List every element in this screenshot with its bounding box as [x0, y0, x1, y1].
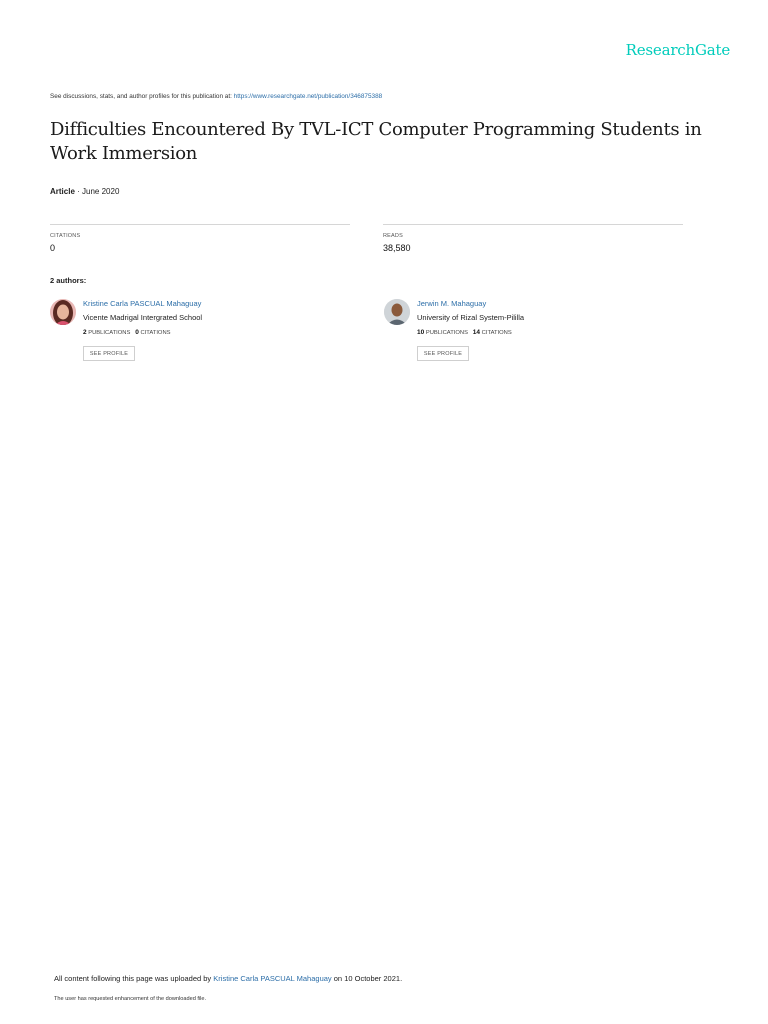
author-card	[50, 298, 350, 368]
see-profile-button[interactable]: SEE PROFILE	[417, 346, 469, 361]
avatar[interactable]	[50, 299, 76, 325]
publication-link-line	[50, 93, 382, 100]
author-name-link[interactable]: Kristine Carla PASCUAL Mahaguay	[83, 299, 202, 308]
author-photo-icon	[384, 299, 410, 325]
author-institution: Vicente Madrigal Intergrated School	[83, 313, 203, 322]
citations-label: CITATIONS	[481, 330, 512, 336]
author-counts	[83, 329, 171, 336]
enhancement-note: The user has requested enhancement of the downloaded file.	[54, 996, 207, 1002]
article-meta	[50, 187, 119, 196]
article-date: · June 2020	[77, 187, 120, 196]
author-card	[384, 298, 684, 368]
publications-label: PUBLICATIONS	[425, 330, 468, 336]
uploader-link[interactable]: Kristine Carla PASCUAL Mahaguay	[213, 974, 332, 983]
citations-label: CITATIONS	[50, 233, 81, 239]
citations-label: CITATIONS	[140, 330, 171, 336]
citations-count: 14	[472, 329, 481, 336]
citations-value: 0	[50, 243, 56, 253]
reads-label: READS	[383, 233, 403, 239]
reads-value: 38,580	[383, 243, 411, 253]
upload-notice	[54, 974, 402, 983]
article-type: Article	[50, 187, 75, 196]
upload-suffix: on 10 October 2021.	[333, 974, 403, 983]
intro-text: See discussions, stats, and author profiles for this publication at:	[50, 93, 232, 100]
see-profile-button[interactable]: SEE PROFILE	[83, 346, 135, 361]
author-institution: University of Rizal System-Pililla	[417, 313, 525, 322]
author-name-link[interactable]: Jerwin M. Mahaguay	[417, 299, 487, 308]
reads-stat	[383, 224, 683, 253]
paper-title: Difficulties Encountered By TVL-ICT Computer Programming Students in Work Immersion	[50, 119, 702, 164]
avatar[interactable]	[384, 299, 410, 325]
researchgate-logo[interactable]: ResearchGate	[625, 41, 730, 59]
publication-url-link[interactable]: https://www.researchgate.net/publication/346875388	[233, 93, 383, 100]
publications-label: PUBLICATIONS	[88, 330, 131, 336]
publications-count: 10	[417, 329, 425, 336]
author-counts	[417, 329, 512, 336]
publications-count: 2	[83, 329, 87, 336]
authors-heading: 2 authors:	[50, 276, 87, 285]
author-photo-icon	[50, 299, 76, 325]
citations-count: 0	[135, 329, 139, 336]
upload-prefix: All content following this page was uploaded by	[54, 974, 212, 983]
citations-stat	[50, 224, 350, 253]
